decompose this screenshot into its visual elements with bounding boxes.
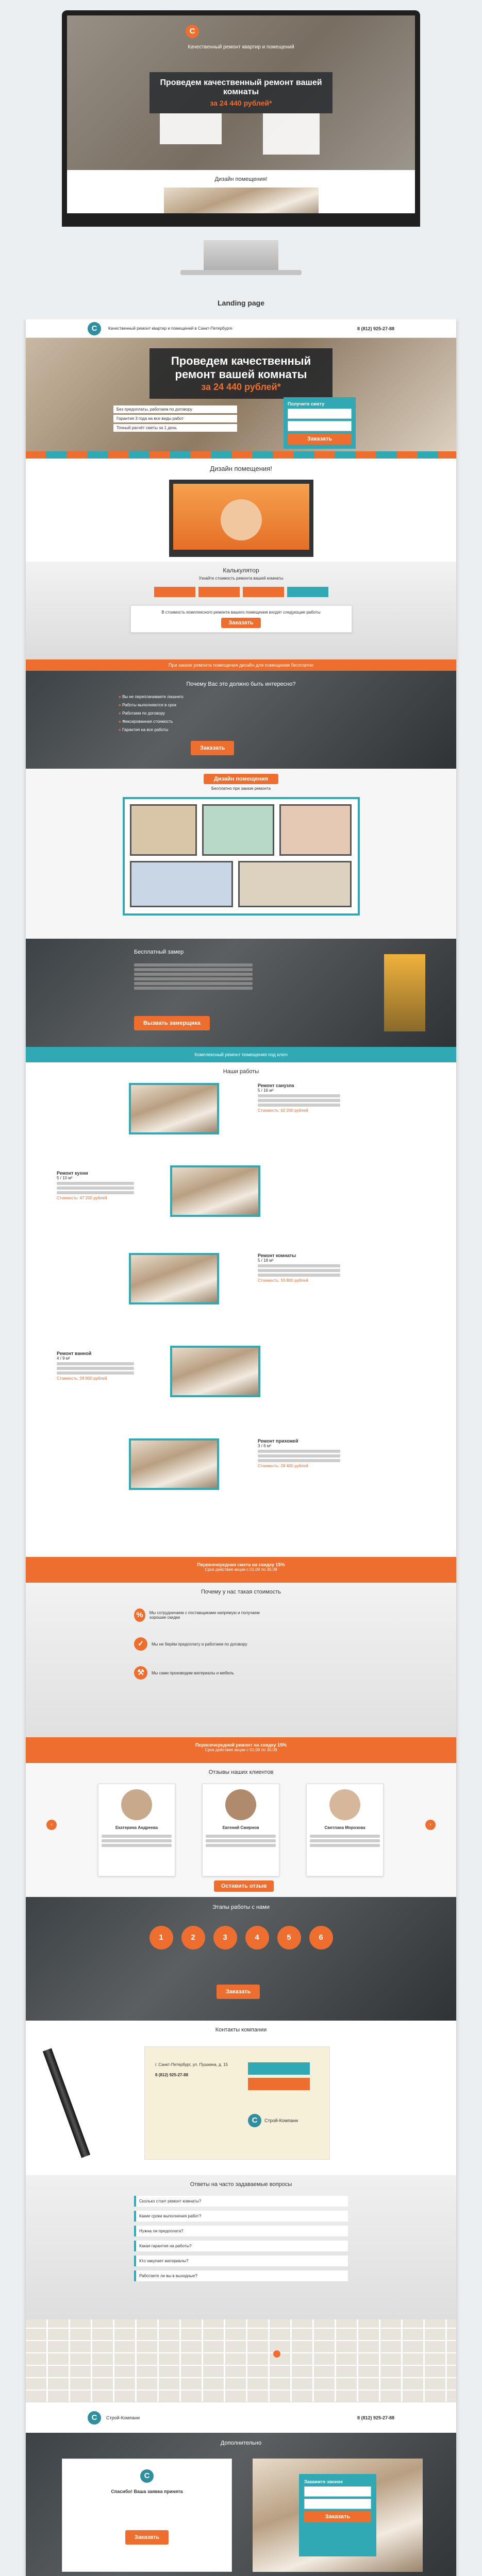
- faq-item-1[interactable]: Сколько стоит ремонт комнаты?: [134, 2196, 348, 2207]
- promo2-line2: Срок действия акции с 01.09 по 30.09: [205, 1748, 277, 1752]
- reviews-next-icon[interactable]: ›: [425, 1820, 436, 1830]
- landing-page-label: Landing page: [218, 299, 264, 307]
- why-button[interactable]: Заказать: [191, 741, 234, 755]
- monitor-section: [0, 0, 482, 319]
- footer-logo-icon[interactable]: С: [88, 2411, 101, 2425]
- contacts-tag-2: [248, 2078, 310, 2090]
- why-item-1: ● Вы не переплачиваете лишнего: [119, 694, 184, 699]
- avatar: [225, 1789, 256, 1820]
- monitor-laptop-image: [164, 188, 319, 218]
- hero-headline: Проведем качественный ремонт вашей комнаты: [171, 354, 311, 381]
- callback-phone-input[interactable]: [304, 2499, 371, 2509]
- extra-title: Дополнительно: [220, 2440, 262, 2446]
- header-phone[interactable]: 8 (812) 925-27-88: [357, 326, 394, 331]
- site-header: [26, 319, 456, 338]
- thanks-text: Спасибо! Ваша заявка принята: [111, 2489, 183, 2494]
- why-item-4: ● Фиксированная стоимость: [119, 719, 173, 724]
- plan-room-3: [279, 804, 352, 856]
- calc-field-4[interactable]: [287, 587, 328, 597]
- calc-button[interactable]: Заказать: [221, 618, 260, 628]
- process-step-1-icon: 1: [149, 1926, 173, 1950]
- monitor-form: [263, 113, 320, 155]
- process-title: Этапы работы с нами: [212, 1904, 270, 1910]
- site-footer: [26, 2402, 456, 2433]
- faq-item-4[interactable]: Какая гарантия на работы?: [134, 2241, 348, 2251]
- promo2-banner: [26, 1737, 456, 1763]
- monitor-checklist: [160, 113, 222, 144]
- process-button[interactable]: Заказать: [217, 1985, 260, 1999]
- plan-room-4: [130, 861, 233, 907]
- hero-form: [284, 397, 356, 449]
- contacts-tag-1: [248, 2062, 310, 2075]
- reviews-title: Отзывы наших клиентов: [208, 1769, 274, 1775]
- contacts-section: [26, 2021, 456, 2175]
- faq-title: Ответы на часто задаваемые вопросы: [190, 2181, 292, 2188]
- thanks-popup: [62, 2459, 232, 2572]
- process-step-4-icon: 4: [245, 1926, 269, 1950]
- review-card-3: Светлана Морозова: [306, 1784, 384, 1876]
- free-section: [26, 939, 456, 1047]
- works-title: Наши работы: [223, 1069, 259, 1075]
- faq-section: [26, 2175, 456, 2319]
- promo1-banner: [26, 1557, 456, 1583]
- worker-face: [221, 499, 262, 540]
- calc-field-1[interactable]: [154, 587, 195, 597]
- calc-title: Калькулятор: [223, 567, 259, 574]
- contacts-address: г. Санкт-Петербург, ул. Пушкина, д. 15: [155, 2062, 228, 2067]
- work-photo-3[interactable]: [129, 1253, 219, 1304]
- reasons-title: Почему у нас такая стоимость: [201, 1589, 281, 1595]
- contacts-logo-icon: С: [248, 2114, 261, 2127]
- hero-form-title: Получите смету: [288, 401, 325, 406]
- plan-room-5: [238, 861, 352, 907]
- review-card-2: Евгений Смирнов: [202, 1784, 279, 1876]
- design-title: Дизайн помещения!: [210, 465, 272, 472]
- process-step-3-icon: 3: [213, 1926, 237, 1950]
- map-section: [26, 2319, 456, 2402]
- free-title: Бесплатный замер: [134, 949, 184, 955]
- hero-submit-button[interactable]: Заказать: [288, 433, 352, 445]
- avatar: [121, 1789, 152, 1820]
- extra-section: [26, 2433, 456, 2576]
- why-item-3: ● Работаем по договору: [119, 711, 165, 716]
- reason-item-1: % Мы сотрудничаем с поставщиками напрямую и получаем хорошие скидки: [134, 1608, 268, 1622]
- process-step-6-icon: 6: [309, 1926, 333, 1950]
- plan-section: [26, 769, 456, 939]
- logo-icon[interactable]: С: [88, 322, 101, 335]
- map-pin-icon[interactable]: [273, 2350, 280, 2358]
- footer-company: Строй-Компани: [106, 2415, 140, 2420]
- monitor-screen: [62, 10, 420, 227]
- work-desc-3: Ремонт комнаты 5 / 18 м² Стоимость: 55 800 рублей: [258, 1253, 340, 1283]
- reason-icon-3: ⚒: [134, 1666, 147, 1680]
- hero-bullet-1: Без предоплаты, работаем по договору: [113, 405, 237, 413]
- hero-section: [26, 338, 456, 451]
- why-item-2: ● Работы выполняются в срок: [119, 703, 176, 707]
- callback-popup-backdrop: [253, 2459, 423, 2572]
- calc-section: [26, 562, 456, 659]
- faq-item-6[interactable]: Работаете ли вы в выходные?: [134, 2270, 348, 2281]
- work-desc-1: Ремонт санузла 5 / 16 м² Стоимость: 62 200 рублей: [258, 1083, 340, 1113]
- promo2-line1: Первоочередной ремонт на скидку 15%: [195, 1742, 287, 1748]
- hero-name-input[interactable]: [288, 409, 352, 419]
- thanks-button[interactable]: Заказать: [125, 2530, 169, 2545]
- work-photo-4[interactable]: [170, 1346, 260, 1397]
- design-section: [26, 459, 456, 562]
- works-section: [26, 1062, 456, 1557]
- work-photo-2[interactable]: [170, 1165, 260, 1217]
- free-button[interactable]: Вызвать замерщика: [134, 1016, 210, 1030]
- promo1-line2: Срок действия акции с 01.09 по 30.09: [205, 1567, 277, 1572]
- calc-field-3[interactable]: [243, 587, 284, 597]
- process-section: [26, 1897, 456, 2021]
- work-desc-4: Ремонт ванной 4 / 9 м² Стоимость: 39 900 рублей: [57, 1351, 134, 1381]
- faq-item-5[interactable]: Кто закупает материалы?: [134, 2256, 348, 2266]
- why-item-5: ● Гарантия на все работы: [119, 727, 169, 732]
- reason-icon-2: ✓: [134, 1637, 147, 1651]
- monitor-title: Качественный ремонт квартир и помещений: [188, 44, 294, 50]
- works-banner: Комплексный ремонт помещения под ключ: [26, 1047, 456, 1062]
- calc-note: Узнайте стоимость ремонта вашей комнаты: [198, 576, 284, 581]
- callback-name-input[interactable]: [304, 2486, 371, 2497]
- work-desc-5: Ремонт прихожей 3 / 6 м² Стоимость: 28 400 рублей: [258, 1438, 340, 1468]
- hero-bullet-2: Гарантия 3 года на все виды работ: [113, 415, 237, 422]
- work-photo-1[interactable]: [129, 1083, 219, 1134]
- monitor-price: за 24 440 рублей*: [210, 99, 272, 107]
- reviews-prev-icon[interactable]: ‹: [46, 1820, 57, 1830]
- reason-item-3: ⚒ Мы сами производим материалы и мебель: [134, 1666, 268, 1680]
- hero-price: за 24 440 рублей*: [201, 381, 281, 392]
- calc-field-2[interactable]: [198, 587, 240, 597]
- monitor-design-title: Дизайн помещения!: [214, 176, 268, 182]
- plan-room-1: [130, 804, 197, 856]
- faq-item-2[interactable]: Какие сроки выполнения работ?: [134, 2211, 348, 2222]
- process-step-2-icon: 2: [181, 1926, 205, 1950]
- promo1-line1: Первоочередная смета на скидку 15%: [197, 1562, 285, 1567]
- contacts-phone[interactable]: 8 (812) 925-27-88: [155, 2073, 189, 2077]
- footer-phone[interactable]: 8 (812) 925-27-88: [357, 2415, 394, 2420]
- header-description: Качественный ремонт квартир и помещений в Санкт-Петербурге: [108, 326, 232, 331]
- review-card-1: Екатерина Андреева: [98, 1784, 175, 1876]
- pen-image: [43, 2048, 90, 2158]
- calc-result: В стоимость комплексного ремонта вашего помещения входят следующие работы: [161, 610, 321, 615]
- hero-stripe: [26, 451, 456, 459]
- work-desc-2: Ремонт кухни 5 / 10 м² Стоимость: 47 200 рублей: [57, 1171, 134, 1200]
- landing-page: [0, 319, 482, 2576]
- why-section: [26, 671, 456, 769]
- callback-submit-button[interactable]: Заказать: [304, 2511, 371, 2522]
- contacts-company: Строй-Компани: [264, 2118, 298, 2123]
- hero-bullet-3: Точный расчёт сметы за 1 день: [113, 424, 237, 432]
- reason-item-2: ✓ Мы не берём предоплату и работаем по договору: [134, 1637, 268, 1651]
- reason-icon-1: %: [134, 1608, 145, 1622]
- plan-sub: Бесплатно при заказе ремонта: [211, 786, 271, 791]
- contacts-title: Контакты компании: [215, 2027, 267, 2033]
- callback-popup: [299, 2474, 376, 2556]
- notepad: [144, 2046, 330, 2160]
- tools-image: [384, 954, 425, 1031]
- laptop-worker-image: [169, 480, 313, 557]
- thanks-logo-icon: С: [140, 2469, 154, 2483]
- why-title: Почему Вас это должно быть интересно?: [186, 681, 296, 687]
- floor-plan: [123, 797, 360, 916]
- reviews-section: [26, 1763, 456, 1897]
- review-button[interactable]: Оставить отзыв: [214, 1880, 274, 1892]
- monitor-headline: Проведем качественный ремонт вашей комнаты: [160, 78, 322, 96]
- callback-title: Закажите звонок: [304, 2479, 343, 2484]
- process-step-5-icon: 5: [277, 1926, 301, 1950]
- reasons-section: [26, 1583, 456, 1737]
- work-photo-5[interactable]: [129, 1438, 219, 1490]
- plan-title: Дизайн помещения: [204, 774, 278, 784]
- faq-item-3[interactable]: Нужна ли предоплата?: [134, 2226, 348, 2236]
- orange-banner: При заказе ремонта помещения дизайн для помещения бесплатно: [26, 659, 456, 671]
- monitor-logo: С: [186, 25, 199, 38]
- hero-phone-input[interactable]: [288, 421, 352, 431]
- avatar: [329, 1789, 360, 1820]
- monitor-stand: [204, 240, 278, 271]
- landing-frame: [26, 319, 456, 2576]
- monitor-base: [180, 270, 302, 275]
- plan-room-2: [202, 804, 274, 856]
